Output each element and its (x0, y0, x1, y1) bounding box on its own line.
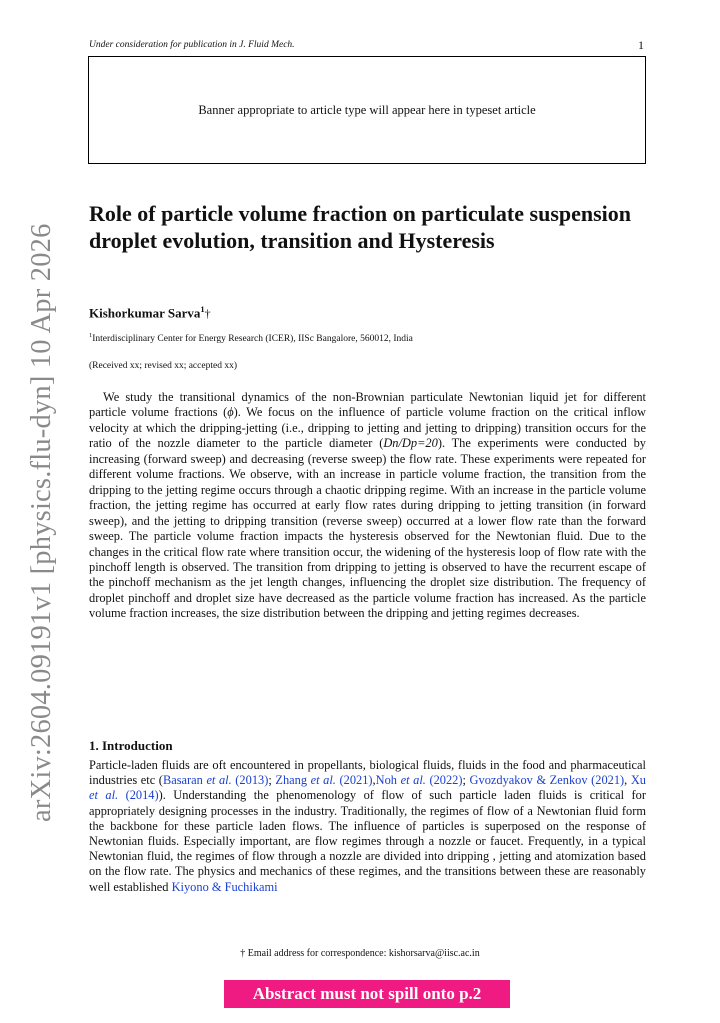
author-name: Kishorkumar Sarva (89, 305, 201, 321)
arxiv-identifier-stamp: arXiv:2604.09191v1 [physics.flu-dyn] 10 Apr 2026 (26, 223, 57, 822)
phi-symbol: ϕ (227, 405, 234, 420)
citation-link[interactable]: Xu et al. (2014) (89, 773, 646, 803)
citation-separator: ; (462, 773, 470, 788)
abstract-text-1: We study the transitional dynamics of the non-Brownian particulate Newtonian liquid jet for different particle volume fractions ( (89, 390, 646, 420)
abstract-text-2: ). We focus on the influence of particle volume fraction on the critical inflow velocity at which the dripping-jetting (i.e., dripping to jetting and jetting to dripping) transition occurs for the ratio of the nozzle diameter to the particle diameter ( (89, 405, 646, 451)
citation-separator: , (372, 773, 376, 788)
affiliation (89, 332, 413, 344)
introduction-paragraph (89, 758, 646, 895)
citation-link[interactable]: Noh et al. (2022) (375, 773, 463, 788)
warning-badge: Abstract must not spill onto p.2 (224, 980, 510, 1008)
citation-link[interactable]: Gvozdyakov & Zenkov (2021) (469, 773, 625, 788)
diameter-ratio: Dn/Dp=20 (383, 436, 438, 451)
running-head: Under consideration for publication in J. Fluid Mech. (89, 40, 295, 50)
paper-title: Role of particle volume fraction on particulate suspension droplet evolution, transition and Hysteresis (89, 201, 632, 253)
affiliation-mark: 1 (89, 332, 93, 339)
citation-link[interactable]: Kiyono & Fuchikami (171, 879, 278, 894)
correspondence-footnote: † Email address for correspondence: kishorsarva@iisc.ac.in (240, 948, 480, 959)
article-banner (88, 56, 646, 164)
section-heading-introduction: 1. Introduction (89, 738, 173, 753)
citation-link[interactable]: Basaran et al. (2013) (162, 773, 269, 788)
dagger-mark: † (204, 306, 211, 321)
received-dates: (Received xx; revised xx; accepted xx) (89, 361, 237, 371)
author-line (89, 304, 211, 321)
citation-link[interactable]: Zhang et al. (2021) (275, 773, 373, 788)
citation-separator: ; (268, 773, 276, 788)
intro-text-2: ). Understanding the phenomenology of flow of such particle laden fluids is critical for appropriately designing processes in the industry. Traditionally, the regimes of flow of a Newtonian fluid form the backbone for these particle laden flows. The influence of particles is superposed on the response of Newtonian fluids. Especially important, are flow regimes through a nozzle or faucet. Frequently, in a typical Newtonian fluid, the regimes of flow through a nozzle are divided into dripping , jetting and atomization based on the flow rate. The physics and mechanics of these regimes, and the transitions between these are reasonably well established (89, 788, 646, 894)
intro-text-1: Particle-laden fluids are oft encountered in propellants, biological fluids, fluids in the food and pharmaceutical industries etc ( (89, 758, 646, 788)
page-number: 1 (638, 38, 644, 52)
banner-text: Banner appropriate to article type will appear here in typeset article (198, 102, 536, 117)
affiliation-text: Interdisciplinary Center for Energy Research (ICER), IISc Bangalore, 560012, India (92, 334, 413, 345)
author-affiliation-mark: 1 (200, 304, 205, 314)
citation-separator: , (624, 773, 631, 788)
abstract-text-3: ). The experiments were conducted by increasing (forward sweep) and decreasing (reverse sweep) the flow rate. These experiments were repeated for different volume fractions. We observe, with an increase in particle volume fraction, the transition from the dripping to the jetting regime occurs through a chaotic dripping regime. With an increase in the particle volume fraction, the jetting regime has occurred at early flow rates during dripping to jetting transition (in forward sweep), and the jetting to dripping transition (reverse sweep) occurred at a lower flow rate than the forward sweep. The particle volume fraction impacts the hysteresis observed for the Newtonian fluid. Due to the changes in the critical flow rate where transition occur, the widening of the hysteresis loop of flow rate with the pinchoff length is observed. The transition from dripping to jetting is observed to have the recurrent escape of the pinchoff mechanism as the jet length changes, influencing the droplet size distribution. The frequency of droplet pinchoff and droplet size have decreased as the particle volume fraction has increased. As the particle volume fraction increases, the size distribution between the dripping and jetting regimes decreases. (89, 436, 646, 621)
abstract (89, 390, 646, 622)
